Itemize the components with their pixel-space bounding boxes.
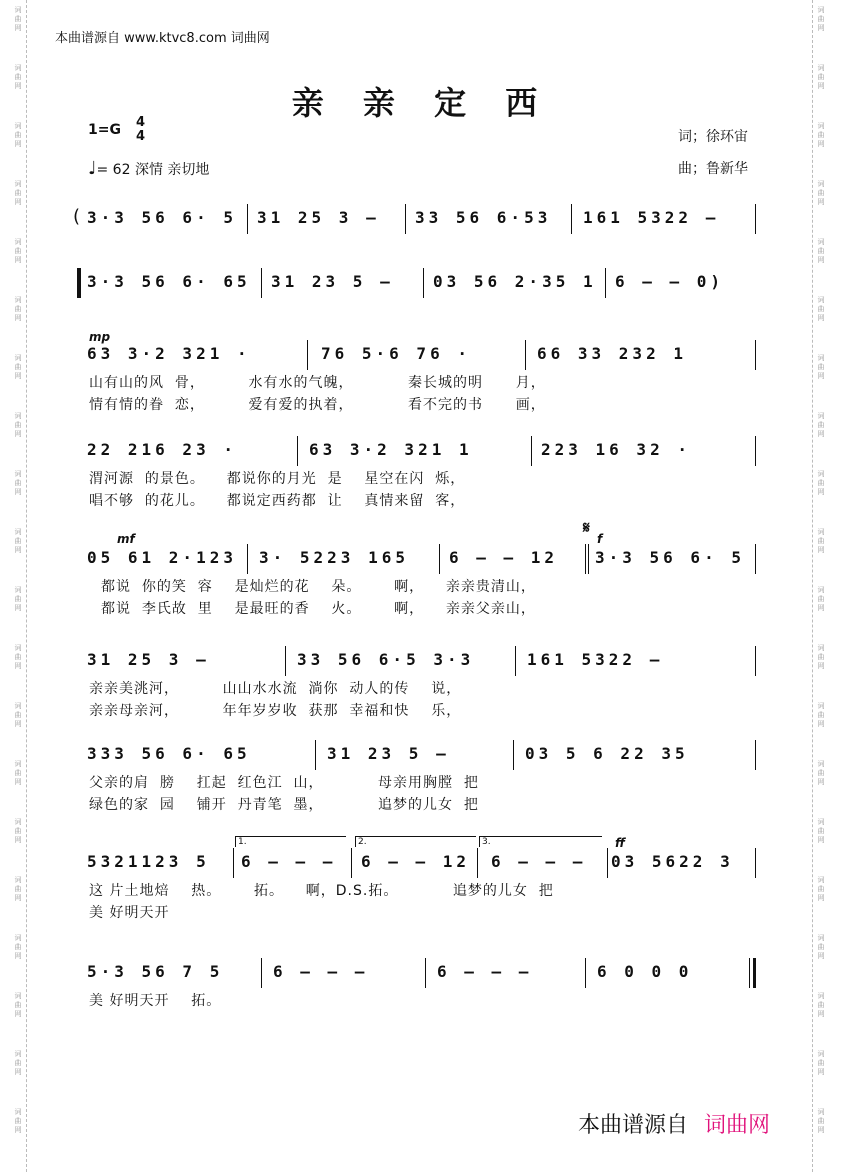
- watermark-mark: 词 曲 网: [14, 180, 22, 206]
- lyric-verse-2: 美 好明天开: [89, 905, 170, 921]
- measure: 31 23 5 –: [271, 272, 394, 291]
- watermark-mark: 词 曲 网: [14, 1050, 22, 1076]
- watermark-mark: 词 曲 网: [817, 412, 825, 438]
- measure: 6 – – 12: [449, 548, 559, 567]
- watermark-mark: 词 曲 网: [817, 238, 825, 264]
- barline: [515, 646, 516, 676]
- barline: [755, 544, 756, 574]
- repeat-end-barline: [351, 848, 352, 878]
- watermark-mark: 词 曲 网: [14, 470, 22, 496]
- barline: [513, 740, 514, 770]
- watermark-mark: 词 曲 网: [14, 6, 22, 32]
- watermark-mark: 词 曲 网: [14, 296, 22, 322]
- notes-line: [75, 340, 760, 370]
- watermark-mark: 词 曲 网: [817, 992, 825, 1018]
- measure: 5321123 5: [87, 852, 210, 871]
- barline: [233, 848, 234, 878]
- measure: 161 5322 –: [527, 650, 664, 669]
- notes-line: [75, 958, 760, 988]
- watermark-mark: 词 曲 网: [817, 586, 825, 612]
- barline: [531, 436, 532, 466]
- barline: [755, 646, 756, 676]
- watermark-mark: 词 曲 网: [817, 760, 825, 786]
- measure: 31 25 3 –: [257, 208, 380, 227]
- watermark-mark: 词 曲 网: [817, 6, 825, 32]
- measure: 63 3·2 321 1: [309, 440, 473, 459]
- measure: 03 56 2·35 1: [433, 272, 597, 291]
- lyric-verse-2: 都说 李氏故 里 是最旺的香 火。 啊， 亲亲父亲山，: [101, 601, 536, 617]
- watermark-mark: 词 曲 网: [14, 818, 22, 844]
- lyricist: 词；徐环宙: [678, 129, 748, 145]
- barline: [439, 544, 440, 574]
- measure: 6 – – –: [491, 852, 587, 871]
- measure: 3·3 56 6· 5: [595, 548, 745, 567]
- barline: [297, 436, 298, 466]
- watermark-mark: 词 曲 网: [14, 354, 22, 380]
- dynamic-mf: mf: [117, 532, 135, 546]
- watermark-mark: 词 曲 网: [817, 934, 825, 960]
- watermark-mark: 词 曲 网: [14, 934, 22, 960]
- watermark-mark: 词 曲 网: [14, 876, 22, 902]
- measure: 33 56 6·5 3·3: [297, 650, 475, 669]
- quarter-note-icon: ♩: [88, 158, 97, 179]
- watermark-mark: 词 曲 网: [817, 818, 825, 844]
- measure: 31 25 3 –: [87, 650, 210, 669]
- notes-line: [75, 544, 760, 574]
- tempo-text: = 62 深情 亲切地: [96, 162, 210, 178]
- watermark-mark: 词 曲 网: [14, 122, 22, 148]
- measure: 333 56 6· 65: [87, 744, 251, 763]
- barline: [755, 340, 756, 370]
- watermark-mark: 词 曲 网: [14, 702, 22, 728]
- watermark-mark: 词 曲 网: [14, 644, 22, 670]
- notes-line: [75, 436, 760, 466]
- watermark-mark: 词 曲 网: [14, 238, 22, 264]
- measure: 03 5 6 22 35: [525, 744, 689, 763]
- footer-site-name: 词曲网: [704, 1113, 771, 1138]
- barline: [477, 848, 478, 878]
- lyric-verse-2: 情有情的眷 恋， 爱有爱的执着， 看不完的书 画，: [89, 397, 546, 413]
- left-watermark-strip: [10, 0, 27, 1172]
- lyric-verse-2: 绿色的家 园 铺开 丹青笔 墨， 追梦的儿女 把: [89, 797, 479, 813]
- lyric-verse-1: 这 片土地焙 热。 拓。 啊，D.S.拓。 追梦的儿女 把: [89, 883, 554, 899]
- barline: [525, 340, 526, 370]
- lyric-verse-1: 都说 你的笑 容 是灿烂的花 朵。 啊， 亲亲贵清山，: [101, 579, 536, 595]
- time-signature-bottom: 4: [136, 129, 146, 144]
- measure: 6 – – 12: [361, 852, 471, 871]
- barline: [607, 848, 608, 878]
- watermark-mark: 词 曲 网: [14, 412, 22, 438]
- measure: 161 5322 –: [583, 208, 720, 227]
- source-header: 本曲谱源自 www.ktvc8.com 词曲网: [55, 31, 270, 46]
- barline: [425, 958, 426, 988]
- watermark-mark: 词 曲 网: [817, 528, 825, 554]
- barline: [585, 544, 586, 574]
- watermark-mark: 词 曲 网: [817, 470, 825, 496]
- watermark-mark: 词 曲 网: [14, 586, 22, 612]
- notes-line: [75, 268, 760, 298]
- barline: [261, 268, 262, 298]
- lyric-verse-1: 父亲的肩 膀 扛起 红色江 山， 母亲用胸膛 把: [89, 775, 479, 791]
- barline: [571, 204, 572, 234]
- lyric-verse-2: 唱不够 的花儿。 都说定西药都 让 真情来留 客，: [89, 493, 466, 509]
- measure: 3· 5223 165: [259, 548, 409, 567]
- lyric-verse-1: 山有山的风 骨， 水有水的气魄， 秦长城的明 月，: [89, 375, 546, 391]
- notes-line: [75, 204, 760, 234]
- watermark-mark: 词 曲 网: [817, 354, 825, 380]
- dynamic-ff: ff: [615, 836, 625, 850]
- barline: [755, 204, 756, 234]
- watermark-mark: 词 曲 网: [817, 64, 825, 90]
- dynamic-f: f: [597, 532, 603, 546]
- key-signature: 1=G: [88, 122, 121, 138]
- repeat-start-barline: [77, 268, 81, 298]
- watermark-mark: 词 曲 网: [817, 1050, 825, 1076]
- watermark-mark: 词 曲 网: [14, 64, 22, 90]
- notes-line: [75, 646, 760, 676]
- volta-2: 2.: [355, 836, 476, 847]
- volta-3: 3.: [479, 836, 602, 847]
- lyric-verse-1: 亲亲美洮河， 山山水水流 淌你 动人的传 说，: [89, 681, 462, 697]
- footer-source-label: 本曲谱源自: [578, 1113, 689, 1138]
- barline: [285, 646, 286, 676]
- barline: [588, 544, 589, 574]
- measure: 6 – – –: [241, 852, 337, 871]
- notes-line: [75, 740, 760, 770]
- composer: 曲；鲁新华: [678, 161, 748, 177]
- watermark-mark: 词 曲 网: [14, 992, 22, 1018]
- barline: [261, 958, 262, 988]
- lyric-verse-1: 美 好明天开 拓。: [89, 993, 222, 1009]
- barline: [315, 740, 316, 770]
- barline: [755, 740, 756, 770]
- barline: [307, 340, 308, 370]
- watermark-mark: 词 曲 网: [817, 876, 825, 902]
- barline: [423, 268, 424, 298]
- measure: 63 3·2 321 ·: [87, 344, 251, 363]
- volta-1: 1.: [235, 836, 346, 847]
- measure: 31 23 5 –: [327, 744, 450, 763]
- segno-sign: 𝄋: [583, 518, 590, 537]
- measure: 3·3 56 6· 65: [87, 272, 251, 291]
- measure: 6 – – –: [437, 962, 533, 981]
- source-footer: [578, 1108, 770, 1139]
- watermark-mark: 词 曲 网: [14, 528, 22, 554]
- watermark-mark: 词 曲 网: [14, 760, 22, 786]
- tempo-marking: [88, 158, 209, 179]
- measure: 6 – – –: [273, 962, 369, 981]
- time-signature-top: 4: [136, 115, 146, 130]
- barline: [405, 204, 406, 234]
- barline: [755, 436, 756, 466]
- measure: 3·3 56 6· 5: [87, 208, 237, 227]
- right-watermark-strip: [812, 0, 829, 1172]
- watermark-mark: 词 曲 网: [817, 122, 825, 148]
- watermark-mark: 词 曲 网: [817, 180, 825, 206]
- barline: [585, 958, 586, 988]
- watermark-mark: 词 曲 网: [14, 1108, 22, 1134]
- measure: 6 0 0 0: [597, 962, 693, 981]
- barline: [605, 268, 606, 298]
- measure: 22 216 23 ·: [87, 440, 237, 459]
- measure: 66 33 232 1: [537, 344, 687, 363]
- measure: 05 61 2·123: [87, 548, 237, 567]
- barline: [247, 204, 248, 234]
- watermark-mark: 词 曲 网: [817, 702, 825, 728]
- measure: 6 – – 0): [615, 272, 725, 291]
- final-barline: [749, 958, 755, 988]
- measure: 5·3 56 7 5: [87, 962, 224, 981]
- barline: [755, 848, 756, 878]
- watermark-mark: 词 曲 网: [817, 1108, 825, 1134]
- dynamic-mp: mp: [89, 330, 111, 344]
- measure: 03 5622 3: [611, 852, 734, 871]
- measure: 33 56 6·53: [415, 208, 552, 227]
- barline: [247, 544, 248, 574]
- watermark-mark: 词 曲 网: [817, 644, 825, 670]
- song-title: 亲 亲 定 西: [291, 84, 552, 122]
- intro-open-paren: (: [73, 206, 81, 227]
- time-signature: [136, 116, 145, 144]
- measure: 223 16 32 ·: [541, 440, 691, 459]
- measure: 76 5·6 76 ·: [321, 344, 471, 363]
- lyric-verse-2: 亲亲母亲河， 年年岁岁收 获那 幸福和快 乐，: [89, 703, 462, 719]
- watermark-mark: 词 曲 网: [817, 296, 825, 322]
- lyric-verse-1: 渭河源 的景色。 都说你的月光 是 星空在闪 烁，: [89, 471, 466, 487]
